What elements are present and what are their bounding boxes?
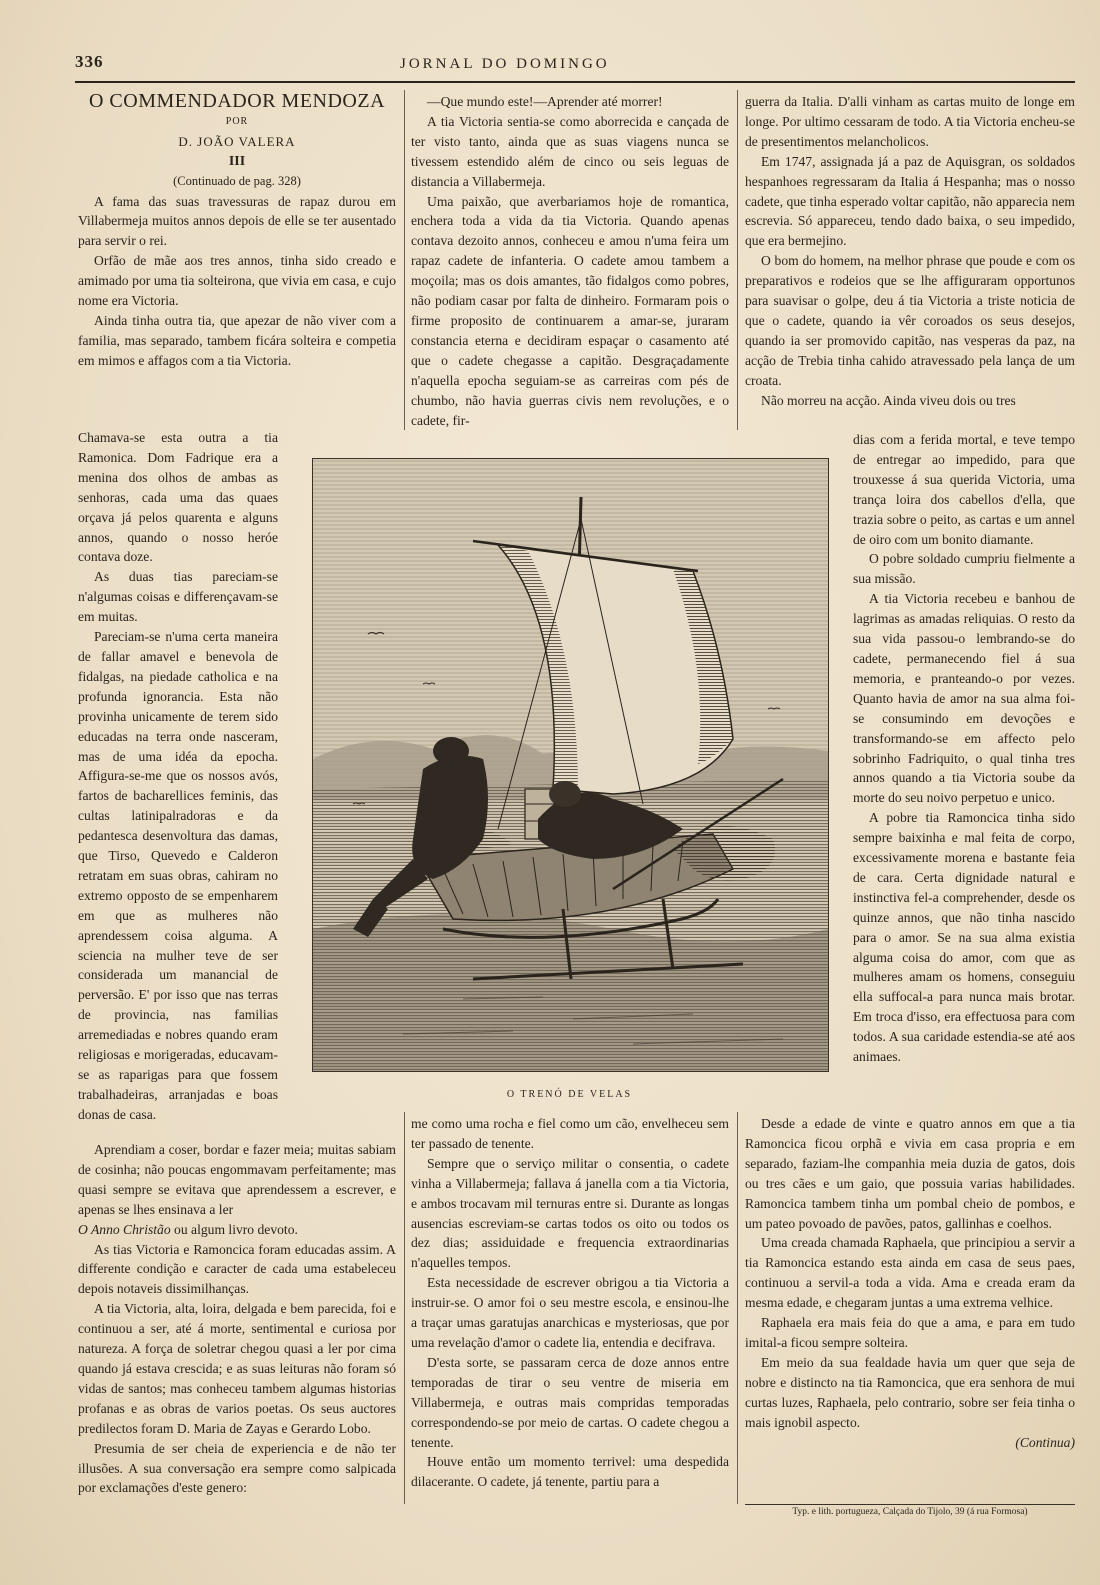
paragraph: guerra da Italia. D'alli vinham as cartas muito de longe em longe. Por ultimo cessaram de todo. A tia Victoria encheu-se de presentimentos melancholicos.	[745, 94, 1075, 149]
paragraph: Não morreu na acção. Ainda viveu dois ou tres	[761, 392, 1016, 408]
column-1-narrow	[78, 428, 278, 1125]
paragraph: As tias Victoria e Ramoncica foram educadas assim. A differente condição e caracter de cada uma estabeleceu depois notaveis dissimilhanças.	[78, 1241, 396, 1297]
paragraph: A tia Victoria sentia-se como aborrecida e cançada de ter visto tanto, ainda que as suas viagens nunca se tivessem estendido além de cinco ou seis leguas de distancia a Villabermeja.	[411, 113, 729, 189]
paragraph-text: ou algum livro devoto.	[170, 1221, 298, 1237]
article-author: D. JOÃO VALERA	[178, 133, 296, 149]
illustration-caption: O TRENÓ DE VELAS	[506, 1089, 633, 1100]
paragraph: D'esta sorte, se passaram cerca de doze annos entre temporadas de tirar o seu ventre de miseria em Villabermeja, e outras mais compridas temporadas correspondendo-se por meio de cartas. O cadete chegou a tenente.	[411, 1354, 729, 1450]
paragraph	[78, 1140, 396, 1240]
paragraph: Houve então um momento terrivel: uma despedida dilacerante. O cadete, já tenente, partiu para a	[411, 1454, 729, 1490]
column-2-bottom	[411, 1114, 729, 1492]
paragraph: Sempre que o serviço militar o consentia, o cadete vinha a Villabermeja; fallava á janella com a tia Victoria, e ambos trocavam mil ternuras entre si. Durante as longas ausencias escreviam-se cartas todos os oito ou todos os dez dias; assiduidade e frequencia extraordinarias n'aquelles tempos.	[411, 1155, 729, 1271]
book-title: O Anno Christão	[78, 1221, 171, 1237]
column-3-bottom	[745, 1114, 1075, 1452]
paragraph: me como uma rocha e fiel como um cão, envelheceu sem ter passado de tenente.	[411, 1116, 729, 1151]
paragraph: Orfão de mãe aos tres annos, tinha sido creado e amimado por uma tia solteirona, que vivia em casa, e cujo nome era Victoria.	[78, 253, 396, 309]
column-1-bottom	[78, 1140, 396, 1498]
paragraph: Esta necessidade de escrever obrigou a tia Victoria a instruir-se. O amor foi o seu mestre escola, e ensinou-lhe a traçar umas garatujas anarchicas e mysteriosas, que por uma revelação d'amor o cadete lia, entendia e decifrava.	[411, 1275, 729, 1350]
column-3-top	[745, 92, 1075, 411]
paragraph: A tia Victoria, alta, loira, delgada e bem parecida, foi e continuou a ser, até á morte, sentimental e curiosa por natureza. A força de soletrar chegou quasi a ler por cima quando já estava crescida; e as suas leituras não foram só vidas de santos; mas conheceu tambem algumas historias profanas e as obras de varios poetas. Os seus auctores predilectos foram D. Maria de Zayas e Gerardo Lobo.	[78, 1301, 396, 1436]
page-number: 336	[75, 52, 104, 71]
paragraph: A fama das suas travessuras de rapaz durou em Villabermeja muitos annos depois de elle se ter ausentado para servir o rei.	[78, 193, 396, 249]
article-title: O COMMENDADOR MENDOZA	[88, 90, 386, 112]
paragraph: A tia Victoria recebeu e banhou de lagrimas as amadas reliquias. O resto da sua vida passou-o lembrando-se do cadete, permanecendo fiel á sua memoria, e pranteando-o por vezes. Quanto havia de amor na sua alma foi-se consumindo em devoções e transformando-se em affecto pelo sobrinho Fadriquito, o qual tinha tres annos quando a tia Victoria soube da morte do seu noivo perpetuo e unico.	[853, 591, 1075, 806]
column-divider	[737, 1112, 738, 1504]
column-2-top	[411, 92, 729, 430]
paragraph: Chamava-se esta outra a tia Ramonica. Dom Fadrique era a menina dos olhos de ambas as senhoras, cada uma das quaes orçava já pelos quarenta e alguns annos, quando o nosso heróe contava doze.	[78, 430, 278, 565]
paragraph: Desde a edade de vinte e quatro annos em que a tia Ramoncica ficou orphã e vivia em casa propria e em separado, faziam-lhe companhia meia duzia de gatos, dois ou tres cães e um gaio, que possuia varias habilidades. Ramoncica tambem tinha um pombal cheio de pombos, e um pateo povoado de pavões, patos, gallinhas e coelhos.	[745, 1116, 1075, 1231]
chapter-number: III	[228, 153, 246, 169]
paragraph: O pobre soldado cumpriu fielmente a sua missão.	[853, 551, 1075, 587]
journal-masthead: JORNAL DO DOMINGO	[400, 56, 610, 72]
paragraph: Em 1747, assignada já a paz de Aquisgran, os soldados hespanhoes regressaram da Italia á Hespanha; mas o nosso cadete, que tinha esperado voltar capitão, não apparecia nem escrevia. Só appareceu, tendo dado baixa, o seu impedido, que era bermejino.	[745, 153, 1075, 249]
paragraph: —Que mundo este!—Aprender até morrer!	[427, 94, 663, 109]
header-rule	[75, 81, 1075, 83]
continued-note: (Continuado de pag. 328)	[173, 173, 301, 188]
illustration-sail-sled	[312, 458, 829, 1072]
paragraph: O bom do homem, na melhor phrase que poude e com os preparativos e rodeios que se lhe affiguraram opportunos para suavisar o golpe, deu á tia Victoria a triste noticia de que o cadete, quando ia vêr coroados os seus desejos, quando ia ser promovido capitão, nas vesperas da paz, na acção de Trebia tinha cahido atravessado pela lança de um croata.	[745, 253, 1075, 388]
column-divider	[404, 90, 405, 430]
paragraph: A pobre tia Ramoncica tinha sido sempre baixinha e mal feita de corpo, excessivamente morena e bastante feia de cara. Certa dignidade natural e instinctiva fel-a comprehender, desde os quinze annos, que não tinha nascido para o amor. Se na sua alma existia alguma coisa do amor, com que as mulheres amam os homens, conseguiu ella suffocal-a para nunca mais brotar. Em troca d'isso, era effectuosa para com todos. A sua caridade estendia-se até aos animaes.	[853, 810, 1075, 1065]
paragraph: Uma creada chamada Raphaela, que principiou a servir a tia Ramoncica estando esta ainda em casa de seus paes, continuou a servil-a toda a vida. Ama e creada eram da mesma edade, e chegaram juntas a uma extrema velhice.	[745, 1235, 1075, 1311]
paragraph: Uma paixão, que averbariamos hoje de romantica, enchera toda a vida da tia Victoria. Quando apenas contava dezoito annos, conheceu e amou n'uma feira um rapaz cadete de infanteria. O cadete amou tambem a moçoila; mas os dois amantes, tão fidalgos como pobres, não podiam casar por falta de dinheiro. Formaram pois o firme proposito de continuarem a amar-se, juraram constancia eterna e decidiram espaçar o casamento até que o cadete chegasse a capitão. Desgraçadamente n'aquella epocha seguiam-se as carreiras com pés de chumbo, não havia guerras civis nem revoluções, e o cadete, fir-	[411, 193, 729, 428]
column-1-top	[78, 92, 396, 371]
paragraph: dias com a ferida mortal, e teve tempo de entregar ao impedido, para que trouxesse á sua querida Victoria, uma trança loira dos cabellos d'ella, que trazia sobre o peito, as cartas e um annel de oiro com um bonito diamante.	[853, 432, 1075, 547]
paragraph: Ainda tinha outra tia, que apezar de não viver com a familia, mas separado, tambem ficára solteira e competia em mimos e affagos com a tia Victoria.	[78, 312, 396, 368]
paragraph-text: Aprendiam a coser, bordar e fazer meia; muitas sabiam de cosinha; não poucas engommavam perfeitamente; mas quasi sempre se evitava que aprendessem a escrever, e apenas se lhes ensinava a ler	[78, 1142, 396, 1217]
paragraph: Pareciam-se n'uma certa maneira de fallar amavel e benevola de fidalgas, na piedade catholica e na profunda ignorancia. Esta não provinha unicamente de terem sido educadas na terra onde nasceram, mas de uma idéa da epocha. Affigura-se-me que os nossos avós, fartos de bacharellices feminis, das cultas latinipalradoras e da pedantesca desenvoltura das damas, que Tirso, Quevedo e Calderon retratam em suas obras, cahiram no extremo opposto de se empenharem em que as mulheres não aprendessem coisa alguma. A sciencia na mulher teve de ser considerada um manancial de perversão. E' por isso que nas terras de provincia, nas familias arremediadas e nobres quando eram religiosas e morigeradas, educavam-se as raparigas para que fossem trabalhadeiras, arranjadas e boas donas de casa.	[78, 629, 278, 1122]
printer-imprint: Typ. e lith. portugueza, Calçada do Tijolo, 39 (á rua Formosa)	[745, 1504, 1075, 1517]
paragraph: Presumia de ser cheia de experiencia e de não ter illusões. A sua conversação era sempre como salpicada por exclamações d'este genero:	[78, 1440, 396, 1496]
continua-note: (Continua)	[1015, 1434, 1075, 1450]
article-by: POR	[225, 115, 249, 127]
column-divider	[404, 1112, 405, 1504]
paragraph: As duas tias pareciam-se n'algumas coisas e differençavam-se em muitas.	[78, 569, 278, 625]
column-divider	[737, 90, 738, 430]
paragraph: Em meio da sua fealdade havia um quer que seja de nobre e distincto na tia Ramoncica, que era senhora de mui curtas luzes, Raphaela, pelo contrario, sobre ser feia tinha o mais ignobil aspecto.	[745, 1354, 1075, 1430]
column-3-narrow	[853, 430, 1075, 1067]
paragraph: Raphaela era mais feia do que a ama, e para em tudo imital-a ficou sempre solteira.	[745, 1315, 1075, 1350]
